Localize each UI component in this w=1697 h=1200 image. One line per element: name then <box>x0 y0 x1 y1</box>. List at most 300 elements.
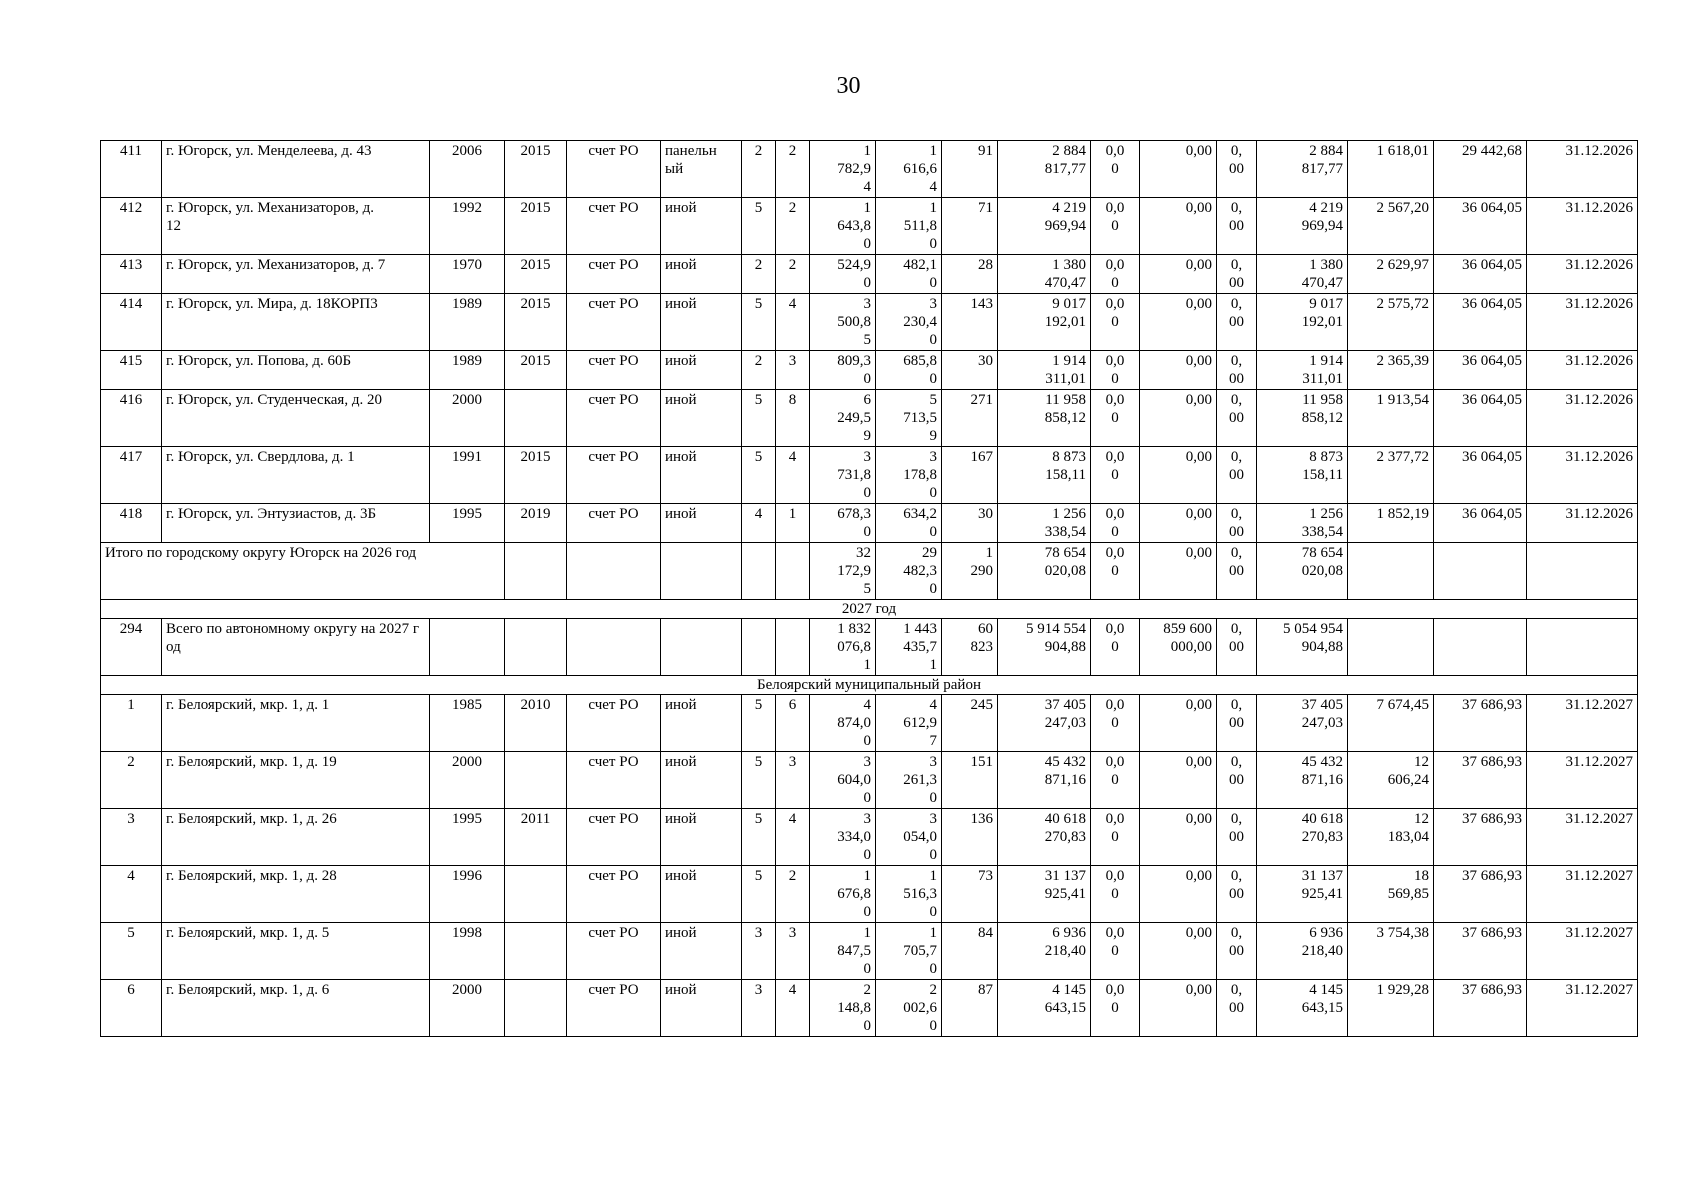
cell-account: счет РО <box>567 447 661 504</box>
cell-fund-3: 0, 00 <box>1217 198 1257 255</box>
cell-fund-3: 0, 00 <box>1217 294 1257 351</box>
cell-area-total: 3 334,0 0 <box>810 809 876 866</box>
subtotal-row <box>101 543 1638 600</box>
cell-area-living: 482,1 0 <box>876 255 942 294</box>
cell-year-built: 2000 <box>430 980 505 1037</box>
empty-cell <box>1527 619 1638 676</box>
cell-year-repair <box>505 752 567 809</box>
cell-floors: 5 <box>742 198 776 255</box>
cell-fund-2: 0,00 <box>1140 866 1217 923</box>
cell-owners-funds: 5 054 954 904,88 <box>1257 619 1348 676</box>
cell-fund-1: 0,0 0 <box>1091 543 1140 600</box>
cell-residents: 73 <box>942 866 998 923</box>
cell-cost-per-m2: 18 569,85 <box>1348 866 1434 923</box>
cell-year-repair: 2015 <box>505 255 567 294</box>
cell-area-total: 3 500,8 5 <box>810 294 876 351</box>
cell-residents: 136 <box>942 809 998 866</box>
cell-deadline: 31.12.2026 <box>1527 504 1638 543</box>
cell-area-living: 634,2 0 <box>876 504 942 543</box>
cell-owners-funds: 2 884 817,77 <box>1257 141 1348 198</box>
empty-cell <box>567 619 661 676</box>
empty-cell <box>567 543 661 600</box>
cell-cost-per-m2: 1 929,28 <box>1348 980 1434 1037</box>
cell-fund-2: 859 600 000,00 <box>1140 619 1217 676</box>
subtotal-label: Итого по городскому округу Югорск на 2026 год <box>101 543 505 600</box>
cell-limit-per-m2: 36 064,05 <box>1434 351 1527 390</box>
cell-account: счет РО <box>567 294 661 351</box>
cell-cost-total: 2 884 817,77 <box>998 141 1091 198</box>
total-row <box>101 619 1638 676</box>
cell-area-living: 1 705,7 0 <box>876 923 942 980</box>
cell-owners-funds: 78 654 020,08 <box>1257 543 1348 600</box>
table-row <box>101 809 1638 866</box>
cell-area-total: 678,3 0 <box>810 504 876 543</box>
cell-cost-total: 6 936 218,40 <box>998 923 1091 980</box>
cell-cost-total: 5 914 554 904,88 <box>998 619 1091 676</box>
cell-area-total: 3 604,0 0 <box>810 752 876 809</box>
cell-address: г. Югорск, ул. Менделеева, д. 43 <box>162 141 430 198</box>
cell-owners-funds: 9 017 192,01 <box>1257 294 1348 351</box>
cell-year-built: 2006 <box>430 141 505 198</box>
cell-limit-per-m2: 37 686,93 <box>1434 752 1527 809</box>
cell-limit-per-m2: 36 064,05 <box>1434 198 1527 255</box>
cell-owners-funds: 40 618 270,83 <box>1257 809 1348 866</box>
cell-account: счет РО <box>567 752 661 809</box>
cell-deadline: 31.12.2026 <box>1527 447 1638 504</box>
cell-entrances: 2 <box>776 141 810 198</box>
cell-area-total: 1 832 076,8 1 <box>810 619 876 676</box>
empty-cell <box>1434 543 1527 600</box>
cell-cost-per-m2: 7 674,45 <box>1348 695 1434 752</box>
cell-area-total: 1 643,8 0 <box>810 198 876 255</box>
cell-address: г. Югорск, ул. Механизаторов, д. 12 <box>162 198 430 255</box>
cell-entrances: 4 <box>776 809 810 866</box>
cell-fund-2: 0,00 <box>1140 255 1217 294</box>
cell-fund-1: 0,0 0 <box>1091 619 1140 676</box>
cell-number: 1 <box>101 695 162 752</box>
cell-deadline: 31.12.2026 <box>1527 351 1638 390</box>
empty-cell <box>505 619 567 676</box>
cell-limit-per-m2: 37 686,93 <box>1434 923 1527 980</box>
cell-year-repair <box>505 923 567 980</box>
cell-fund-2: 0,00 <box>1140 351 1217 390</box>
cell-residents: 60 823 <box>942 619 998 676</box>
cell-fund-2: 0,00 <box>1140 980 1217 1037</box>
cell-entrances: 2 <box>776 255 810 294</box>
cell-year-repair: 2015 <box>505 141 567 198</box>
cell-area-total: 32 172,9 5 <box>810 543 876 600</box>
cell-number: 6 <box>101 980 162 1037</box>
cell-residents: 143 <box>942 294 998 351</box>
cell-owners-funds: 4 145 643,15 <box>1257 980 1348 1037</box>
cell-cost-total: 1 380 470,47 <box>998 255 1091 294</box>
cell-year-repair: 2010 <box>505 695 567 752</box>
cell-year-built: 1970 <box>430 255 505 294</box>
district-header <box>101 676 1638 695</box>
cell-year-built: 2000 <box>430 752 505 809</box>
cell-account: счет РО <box>567 809 661 866</box>
cell-account: счет РО <box>567 980 661 1037</box>
cell-area-living: 1 511,8 0 <box>876 198 942 255</box>
cell-deadline: 31.12.2026 <box>1527 141 1638 198</box>
cell-number: 3 <box>101 809 162 866</box>
cell-number: 415 <box>101 351 162 390</box>
cell-fund-2: 0,00 <box>1140 752 1217 809</box>
cell-cost-total: 8 873 158,11 <box>998 447 1091 504</box>
cell-cost-per-m2: 2 377,72 <box>1348 447 1434 504</box>
cell-entrances: 2 <box>776 198 810 255</box>
cell-entrances: 4 <box>776 294 810 351</box>
cell-residents: 84 <box>942 923 998 980</box>
cell-year-repair <box>505 980 567 1037</box>
cell-deadline: 31.12.2027 <box>1527 752 1638 809</box>
cell-fund-2: 0,00 <box>1140 198 1217 255</box>
cell-account: счет РО <box>567 255 661 294</box>
cell-cost-total: 37 405 247,03 <box>998 695 1091 752</box>
cell-fund-1: 0,0 0 <box>1091 752 1140 809</box>
cell-fund-3: 0, 00 <box>1217 980 1257 1037</box>
empty-cell <box>742 619 776 676</box>
cell-entrances: 3 <box>776 923 810 980</box>
cell-limit-per-m2: 36 064,05 <box>1434 447 1527 504</box>
cell-floors: 2 <box>742 351 776 390</box>
cell-fund-2: 0,00 <box>1140 543 1217 600</box>
cell-floors: 4 <box>742 504 776 543</box>
cell-year-built: 1995 <box>430 504 505 543</box>
cell-fund-1: 0,0 0 <box>1091 504 1140 543</box>
table-row <box>101 866 1638 923</box>
table-row <box>101 255 1638 294</box>
cell-deadline: 31.12.2027 <box>1527 695 1638 752</box>
cell-fund-3: 0, 00 <box>1217 923 1257 980</box>
cell-cost-per-m2: 12 183,04 <box>1348 809 1434 866</box>
cell-number: 5 <box>101 923 162 980</box>
cell-owners-funds: 4 219 969,94 <box>1257 198 1348 255</box>
cell-year-built: 1985 <box>430 695 505 752</box>
cell-address: г. Югорск, ул. Попова, д. 60Б <box>162 351 430 390</box>
cell-cost-per-m2: 1 852,19 <box>1348 504 1434 543</box>
cell-cost-per-m2: 1 913,54 <box>1348 390 1434 447</box>
cell-area-living: 685,8 0 <box>876 351 942 390</box>
cell-area-living: 1 616,6 4 <box>876 141 942 198</box>
cell-fund-3: 0, 00 <box>1217 351 1257 390</box>
table-row <box>101 695 1638 752</box>
empty-cell <box>776 619 810 676</box>
cell-limit-per-m2: 29 442,68 <box>1434 141 1527 198</box>
cell-fund-1: 0,0 0 <box>1091 866 1140 923</box>
cell-wall-material: иной <box>661 866 742 923</box>
cell-address: г. Белоярский, мкр. 1, д. 28 <box>162 866 430 923</box>
cell-residents: 1 290 <box>942 543 998 600</box>
cell-fund-1: 0,0 0 <box>1091 198 1140 255</box>
cell-fund-3: 0, 00 <box>1217 695 1257 752</box>
cell-floors: 5 <box>742 447 776 504</box>
empty-cell <box>1434 619 1527 676</box>
cell-deadline: 31.12.2026 <box>1527 198 1638 255</box>
cell-number: 412 <box>101 198 162 255</box>
cell-fund-2: 0,00 <box>1140 294 1217 351</box>
cell-area-total: 1 676,8 0 <box>810 866 876 923</box>
cell-address: г. Югорск, ул. Энтузиастов, д. 3Б <box>162 504 430 543</box>
cell-cost-total: 4 145 643,15 <box>998 980 1091 1037</box>
cell-fund-1: 0,0 0 <box>1091 294 1140 351</box>
cell-wall-material: иной <box>661 294 742 351</box>
cell-address: г. Белоярский, мкр. 1, д. 5 <box>162 923 430 980</box>
cell-fund-3: 0, 00 <box>1217 543 1257 600</box>
cell-area-total: 4 874,0 0 <box>810 695 876 752</box>
cell-wall-material: панельн ый <box>661 141 742 198</box>
cell-floors: 5 <box>742 390 776 447</box>
empty-cell <box>661 619 742 676</box>
cell-residents: 30 <box>942 504 998 543</box>
table-row <box>101 980 1638 1037</box>
cell-fund-2: 0,00 <box>1140 447 1217 504</box>
cell-year-repair: 2019 <box>505 504 567 543</box>
cell-area-total: 3 731,8 0 <box>810 447 876 504</box>
cell-wall-material: иной <box>661 447 742 504</box>
cell-owners-funds: 11 958 858,12 <box>1257 390 1348 447</box>
cell-fund-1: 0,0 0 <box>1091 809 1140 866</box>
cell-address: г. Югорск, ул. Свердлова, д. 1 <box>162 447 430 504</box>
cell-wall-material: иной <box>661 809 742 866</box>
empty-cell <box>1527 543 1638 600</box>
cell-floors: 5 <box>742 809 776 866</box>
cell-fund-3: 0, 00 <box>1217 255 1257 294</box>
cell-cost-total: 1 256 338,54 <box>998 504 1091 543</box>
cell-number: 416 <box>101 390 162 447</box>
cell-residents: 30 <box>942 351 998 390</box>
cell-entrances: 4 <box>776 980 810 1037</box>
cell-fund-3: 0, 00 <box>1217 866 1257 923</box>
cell-address: г. Белоярский, мкр. 1, д. 26 <box>162 809 430 866</box>
cell-fund-2: 0,00 <box>1140 141 1217 198</box>
cell-number: 411 <box>101 141 162 198</box>
cell-account: счет РО <box>567 141 661 198</box>
district-header-text: Белоярский муниципальный район <box>101 676 1638 695</box>
cell-area-living: 29 482,3 0 <box>876 543 942 600</box>
cell-account: счет РО <box>567 390 661 447</box>
cell-residents: 91 <box>942 141 998 198</box>
cell-floors: 5 <box>742 695 776 752</box>
cell-area-total: 809,3 0 <box>810 351 876 390</box>
cell-cost-per-m2: 2 567,20 <box>1348 198 1434 255</box>
cell-fund-3: 0, 00 <box>1217 447 1257 504</box>
cell-cost-total: 11 958 858,12 <box>998 390 1091 447</box>
cell-year-built: 2000 <box>430 390 505 447</box>
cell-area-total: 1 847,5 0 <box>810 923 876 980</box>
cell-owners-funds: 1 380 470,47 <box>1257 255 1348 294</box>
cell-residents: 28 <box>942 255 998 294</box>
cell-cost-per-m2: 12 606,24 <box>1348 752 1434 809</box>
cell-limit-per-m2: 36 064,05 <box>1434 390 1527 447</box>
cell-wall-material: иной <box>661 504 742 543</box>
cell-deadline: 31.12.2026 <box>1527 294 1638 351</box>
cell-year-repair <box>505 390 567 447</box>
cell-account: счет РО <box>567 504 661 543</box>
empty-cell <box>505 543 567 600</box>
cell-residents: 245 <box>942 695 998 752</box>
cell-wall-material: иной <box>661 923 742 980</box>
cell-entrances: 3 <box>776 752 810 809</box>
cell-year-repair: 2015 <box>505 447 567 504</box>
cell-number: 418 <box>101 504 162 543</box>
cell-limit-per-m2: 37 686,93 <box>1434 695 1527 752</box>
cell-area-living: 3 261,3 0 <box>876 752 942 809</box>
table-row <box>101 923 1638 980</box>
cell-year-built: 1996 <box>430 866 505 923</box>
cell-floors: 3 <box>742 980 776 1037</box>
cell-entrances: 4 <box>776 447 810 504</box>
cell-fund-2: 0,00 <box>1140 809 1217 866</box>
cell-entrances: 3 <box>776 351 810 390</box>
table-row <box>101 198 1638 255</box>
cell-year-built: 1989 <box>430 294 505 351</box>
cell-number: 414 <box>101 294 162 351</box>
cell-wall-material: иной <box>661 390 742 447</box>
cell-owners-funds: 8 873 158,11 <box>1257 447 1348 504</box>
cell-fund-2: 0,00 <box>1140 504 1217 543</box>
cell-fund-1: 0,0 0 <box>1091 255 1140 294</box>
year-header <box>101 600 1638 619</box>
empty-cell <box>1348 543 1434 600</box>
cell-area-living: 3 178,8 0 <box>876 447 942 504</box>
empty-cell <box>661 543 742 600</box>
cell-cost-per-m2: 2 575,72 <box>1348 294 1434 351</box>
cell-fund-1: 0,0 0 <box>1091 695 1140 752</box>
cell-year-repair: 2011 <box>505 809 567 866</box>
table-row <box>101 351 1638 390</box>
cell-wall-material: иной <box>661 980 742 1037</box>
cell-limit-per-m2: 36 064,05 <box>1434 504 1527 543</box>
cell-floors: 5 <box>742 752 776 809</box>
cell-deadline: 31.12.2027 <box>1527 809 1638 866</box>
cell-cost-total: 31 137 925,41 <box>998 866 1091 923</box>
cell-account: счет РО <box>567 198 661 255</box>
cell-fund-3: 0, 00 <box>1217 752 1257 809</box>
cell-entrances: 2 <box>776 866 810 923</box>
cell-fund-2: 0,00 <box>1140 390 1217 447</box>
cell-floors: 5 <box>742 294 776 351</box>
empty-cell <box>742 543 776 600</box>
cell-number: 417 <box>101 447 162 504</box>
cell-year-built: 1991 <box>430 447 505 504</box>
cell-year-built: 1992 <box>430 198 505 255</box>
cell-cost-total: 4 219 969,94 <box>998 198 1091 255</box>
cell-owners-funds: 45 432 871,16 <box>1257 752 1348 809</box>
cell-fund-1: 0,0 0 <box>1091 390 1140 447</box>
cell-cost-total: 9 017 192,01 <box>998 294 1091 351</box>
empty-cell <box>1348 619 1434 676</box>
cell-owners-funds: 1 914 311,01 <box>1257 351 1348 390</box>
cell-floors: 2 <box>742 255 776 294</box>
cell-address: г. Белоярский, мкр. 1, д. 6 <box>162 980 430 1037</box>
cell-fund-3: 0, 00 <box>1217 141 1257 198</box>
cell-number: 294 <box>101 619 162 676</box>
cell-fund-1: 0,0 0 <box>1091 923 1140 980</box>
cell-owners-funds: 1 256 338,54 <box>1257 504 1348 543</box>
cell-number: 2 <box>101 752 162 809</box>
table-row <box>101 390 1638 447</box>
cell-area-living: 5 713,5 9 <box>876 390 942 447</box>
cell-owners-funds: 31 137 925,41 <box>1257 866 1348 923</box>
cell-residents: 167 <box>942 447 998 504</box>
cell-area-living: 1 516,3 0 <box>876 866 942 923</box>
cell-year-built: 1995 <box>430 809 505 866</box>
cell-address: г. Белоярский, мкр. 1, д. 19 <box>162 752 430 809</box>
table-row <box>101 752 1638 809</box>
cell-year-repair: 2015 <box>505 198 567 255</box>
cell-year-built: 1989 <box>430 351 505 390</box>
cell-entrances: 1 <box>776 504 810 543</box>
table-body <box>101 141 1638 1037</box>
cell-cost-total: 78 654 020,08 <box>998 543 1091 600</box>
cell-floors: 3 <box>742 923 776 980</box>
cell-cost-per-m2: 3 754,38 <box>1348 923 1434 980</box>
cell-residents: 271 <box>942 390 998 447</box>
empty-cell <box>430 619 505 676</box>
cell-area-total: 2 148,8 0 <box>810 980 876 1037</box>
cell-deadline: 31.12.2027 <box>1527 866 1638 923</box>
page-number: 30 <box>836 73 861 99</box>
year-header-text: 2027 год <box>101 600 1638 619</box>
cell-owners-funds: 6 936 218,40 <box>1257 923 1348 980</box>
cell-wall-material: иной <box>661 752 742 809</box>
cell-limit-per-m2: 36 064,05 <box>1434 294 1527 351</box>
cell-address: г. Югорск, ул. Мира, д. 18КОРП3 <box>162 294 430 351</box>
cell-account: счет РО <box>567 695 661 752</box>
cell-number: 4 <box>101 866 162 923</box>
cell-deadline: 31.12.2026 <box>1527 255 1638 294</box>
cell-wall-material: иной <box>661 351 742 390</box>
cell-entrances: 8 <box>776 390 810 447</box>
cell-year-built: 1998 <box>430 923 505 980</box>
table-row <box>101 504 1638 543</box>
cell-limit-per-m2: 37 686,93 <box>1434 809 1527 866</box>
cell-limit-per-m2: 37 686,93 <box>1434 980 1527 1037</box>
cell-deadline: 31.12.2027 <box>1527 923 1638 980</box>
cell-deadline: 31.12.2026 <box>1527 390 1638 447</box>
cell-cost-per-m2: 1 618,01 <box>1348 141 1434 198</box>
cell-area-living: 1 443 435,7 1 <box>876 619 942 676</box>
cell-limit-per-m2: 37 686,93 <box>1434 866 1527 923</box>
cell-fund-1: 0,0 0 <box>1091 447 1140 504</box>
cell-cost-per-m2: 2 629,97 <box>1348 255 1434 294</box>
cell-area-total: 6 249,5 9 <box>810 390 876 447</box>
cell-cost-total: 40 618 270,83 <box>998 809 1091 866</box>
cell-cost-total: 1 914 311,01 <box>998 351 1091 390</box>
cell-fund-3: 0, 00 <box>1217 619 1257 676</box>
cell-fund-3: 0, 00 <box>1217 809 1257 866</box>
cell-area-living: 2 002,6 0 <box>876 980 942 1037</box>
cell-residents: 151 <box>942 752 998 809</box>
cell-address: г. Югорск, ул. Механизаторов, д. 7 <box>162 255 430 294</box>
cell-area-living: 4 612,9 7 <box>876 695 942 752</box>
cell-limit-per-m2: 36 064,05 <box>1434 255 1527 294</box>
table-row <box>101 294 1638 351</box>
cell-fund-2: 0,00 <box>1140 695 1217 752</box>
cell-fund-1: 0,0 0 <box>1091 351 1140 390</box>
cell-year-repair <box>505 866 567 923</box>
cell-cost-total: 45 432 871,16 <box>998 752 1091 809</box>
cell-owners-funds: 37 405 247,03 <box>1257 695 1348 752</box>
cell-address: г. Югорск, ул. Студенческая, д. 20 <box>162 390 430 447</box>
cell-wall-material: иной <box>661 198 742 255</box>
total-label: Всего по автономному округу на 2027 год <box>162 619 430 676</box>
cell-cost-per-m2: 2 365,39 <box>1348 351 1434 390</box>
cell-deadline: 31.12.2027 <box>1527 980 1638 1037</box>
cell-area-living: 3 230,4 0 <box>876 294 942 351</box>
cell-wall-material: иной <box>661 695 742 752</box>
